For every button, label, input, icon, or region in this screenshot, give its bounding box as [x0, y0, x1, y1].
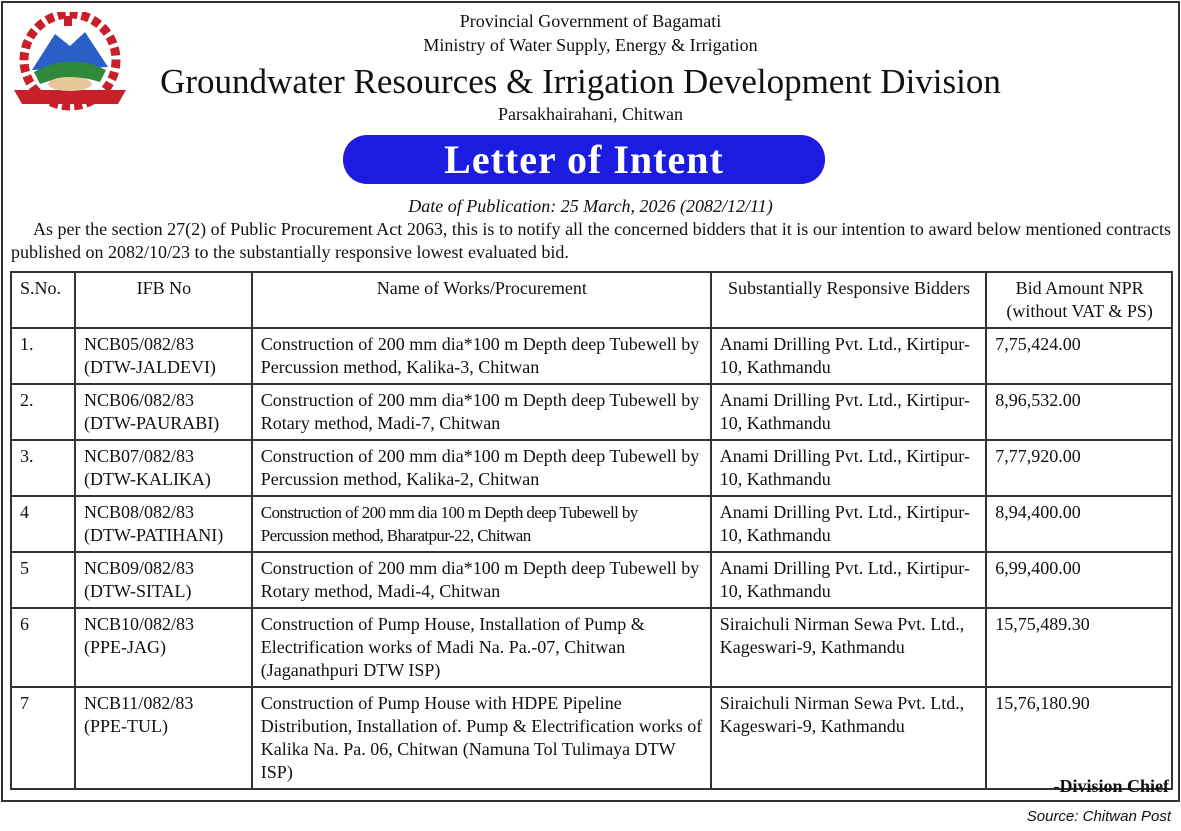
header-amount: Bid Amount NPR (without VAT & PS) — [986, 272, 1172, 328]
ifb-code: (DTW-PATIHANI) — [83, 525, 224, 545]
header-line-2: Ministry of Water Supply, Energy & Irrigation — [423, 35, 758, 55]
row-bidder: Siraichuli Nirman Sewa Pvt. Ltd., Kageswari-9, Kathmandu — [711, 687, 986, 789]
notice-paragraph: As per the section 27(2) of Public Procurement Act 2063, this is to notify all the concerned bidders that it is our intention to award below mentioned contracts published on 2082/10/23 to the substantially responsive lowest evaluated bid. — [11, 219, 1171, 262]
ifb-number: NCB07/082/83 — [83, 446, 194, 466]
row-bidder: Anami Drilling Pvt. Ltd., Kirtipur-10, Kathmandu — [711, 552, 986, 608]
ifb-code: (DTW-JALDEVI) — [83, 357, 216, 377]
row-amount: 15,76,180.90 — [986, 687, 1172, 789]
header-line-1: Provincial Government of Bagamati — [459, 11, 722, 31]
row-ifb — [75, 608, 252, 687]
table-row — [11, 552, 1172, 608]
header-bidders: Substantially Responsive Bidders — [711, 272, 986, 328]
table-row — [11, 687, 1172, 789]
table-row — [11, 440, 1172, 496]
row-sno: 5 — [11, 552, 75, 608]
row-ifb — [75, 552, 252, 608]
ifb-number: NCB10/082/83 — [83, 614, 194, 634]
row-ifb — [75, 328, 252, 384]
row-work: Construction of Pump House, Installation of Pump & Electrification works of Madi Na. Pa.-07, Chitwan (Jaganathpuri DTW ISP) — [252, 608, 711, 687]
ifb-number: NCB06/082/83 — [83, 390, 194, 410]
ifb-number: NCB05/082/83 — [83, 334, 194, 354]
letter-of-intent-banner: Letter of Intent — [343, 135, 825, 184]
row-amount: 6,99,400.00 — [986, 552, 1172, 608]
row-work: Construction of Pump House with HDPE Pipeline Distribution, Installation of. Pump & Electrification works of Kalika Na. Pa. 06, Chitwan (Namuna Tol Tulimaya DTW ISP) — [252, 687, 711, 789]
division-title: Groundwater Resources & Irrigation Development Division — [160, 62, 1001, 101]
row-work: Construction of 200 mm dia*100 m Depth deep Tubewell by Rotary method, Madi-4, Chitwan — [252, 552, 711, 608]
ifb-code: (DTW-KALIKA) — [83, 469, 211, 489]
header-location: Parsakhairahani, Chitwan — [498, 104, 683, 124]
row-work: Construction of 200 mm dia*100 m Depth deep Tubewell by Rotary method, Madi-7, Chitwan — [252, 384, 711, 440]
ifb-number: NCB09/082/83 — [83, 558, 194, 578]
row-sno: 2. — [11, 384, 75, 440]
publication-date: Date of Publication: 25 March, 2026 (2082/12/11) — [408, 196, 773, 216]
row-amount: 8,94,400.00 — [986, 496, 1172, 552]
ifb-number: NCB11/082/83 — [83, 693, 194, 713]
row-ifb — [75, 384, 252, 440]
row-work: Construction of 200 mm dia 100 m Depth deep Tubewell by Percussion method, Bharatpur-22, Chitwan — [252, 496, 711, 552]
row-work: Construction of 200 mm dia*100 m Depth deep Tubewell by Percussion method, Kalika-3, Chitwan — [252, 328, 711, 384]
row-ifb — [75, 496, 252, 552]
contracts-table — [10, 271, 1173, 790]
header-ifb: IFB No — [75, 272, 252, 328]
table-row — [11, 608, 1172, 687]
source-credit: Source: Chitwan Post — [1026, 808, 1171, 825]
table-row — [11, 328, 1172, 384]
row-amount: 15,75,489.30 — [986, 608, 1172, 687]
row-amount: 7,77,920.00 — [986, 440, 1172, 496]
ifb-code: (DTW-SITAL) — [83, 581, 192, 601]
row-bidder: Anami Drilling Pvt. Ltd., Kirtipur-10, Kathmandu — [711, 440, 986, 496]
row-bidder: Anami Drilling Pvt. Ltd., Kirtipur-10, Kathmandu — [711, 496, 986, 552]
row-sno: 4 — [11, 496, 75, 552]
row-work: Construction of 200 mm dia*100 m Depth deep Tubewell by Percussion method, Kalika-2, Chitwan — [252, 440, 711, 496]
ifb-code: (PPE-JAG) — [83, 637, 166, 657]
row-bidder: Siraichuli Nirman Sewa Pvt. Ltd., Kageswari-9, Kathmandu — [711, 608, 986, 687]
row-sno: 6 — [11, 608, 75, 687]
signature: -Division Chief — [1053, 776, 1169, 796]
header-sno: S.No. — [11, 272, 75, 328]
header-works: Name of Works/Procurement — [252, 272, 711, 328]
ifb-code: (DTW-PAURABI) — [83, 413, 220, 433]
row-ifb — [75, 440, 252, 496]
row-bidder: Anami Drilling Pvt. Ltd., Kirtipur-10, Kathmandu — [711, 384, 986, 440]
row-amount: 7,75,424.00 — [986, 328, 1172, 384]
row-sno: 1. — [11, 328, 75, 384]
table-row — [11, 384, 1172, 440]
row-sno: 3. — [11, 440, 75, 496]
ifb-number: NCB08/082/83 — [83, 502, 194, 522]
ifb-code: (PPE-TUL) — [83, 716, 168, 736]
row-bidder: Anami Drilling Pvt. Ltd., Kirtipur-10, Kathmandu — [711, 328, 986, 384]
row-amount: 8,96,532.00 — [986, 384, 1172, 440]
table-header-row — [11, 272, 1172, 328]
table-row — [11, 496, 1172, 552]
row-sno: 7 — [11, 687, 75, 789]
row-ifb — [75, 687, 252, 789]
